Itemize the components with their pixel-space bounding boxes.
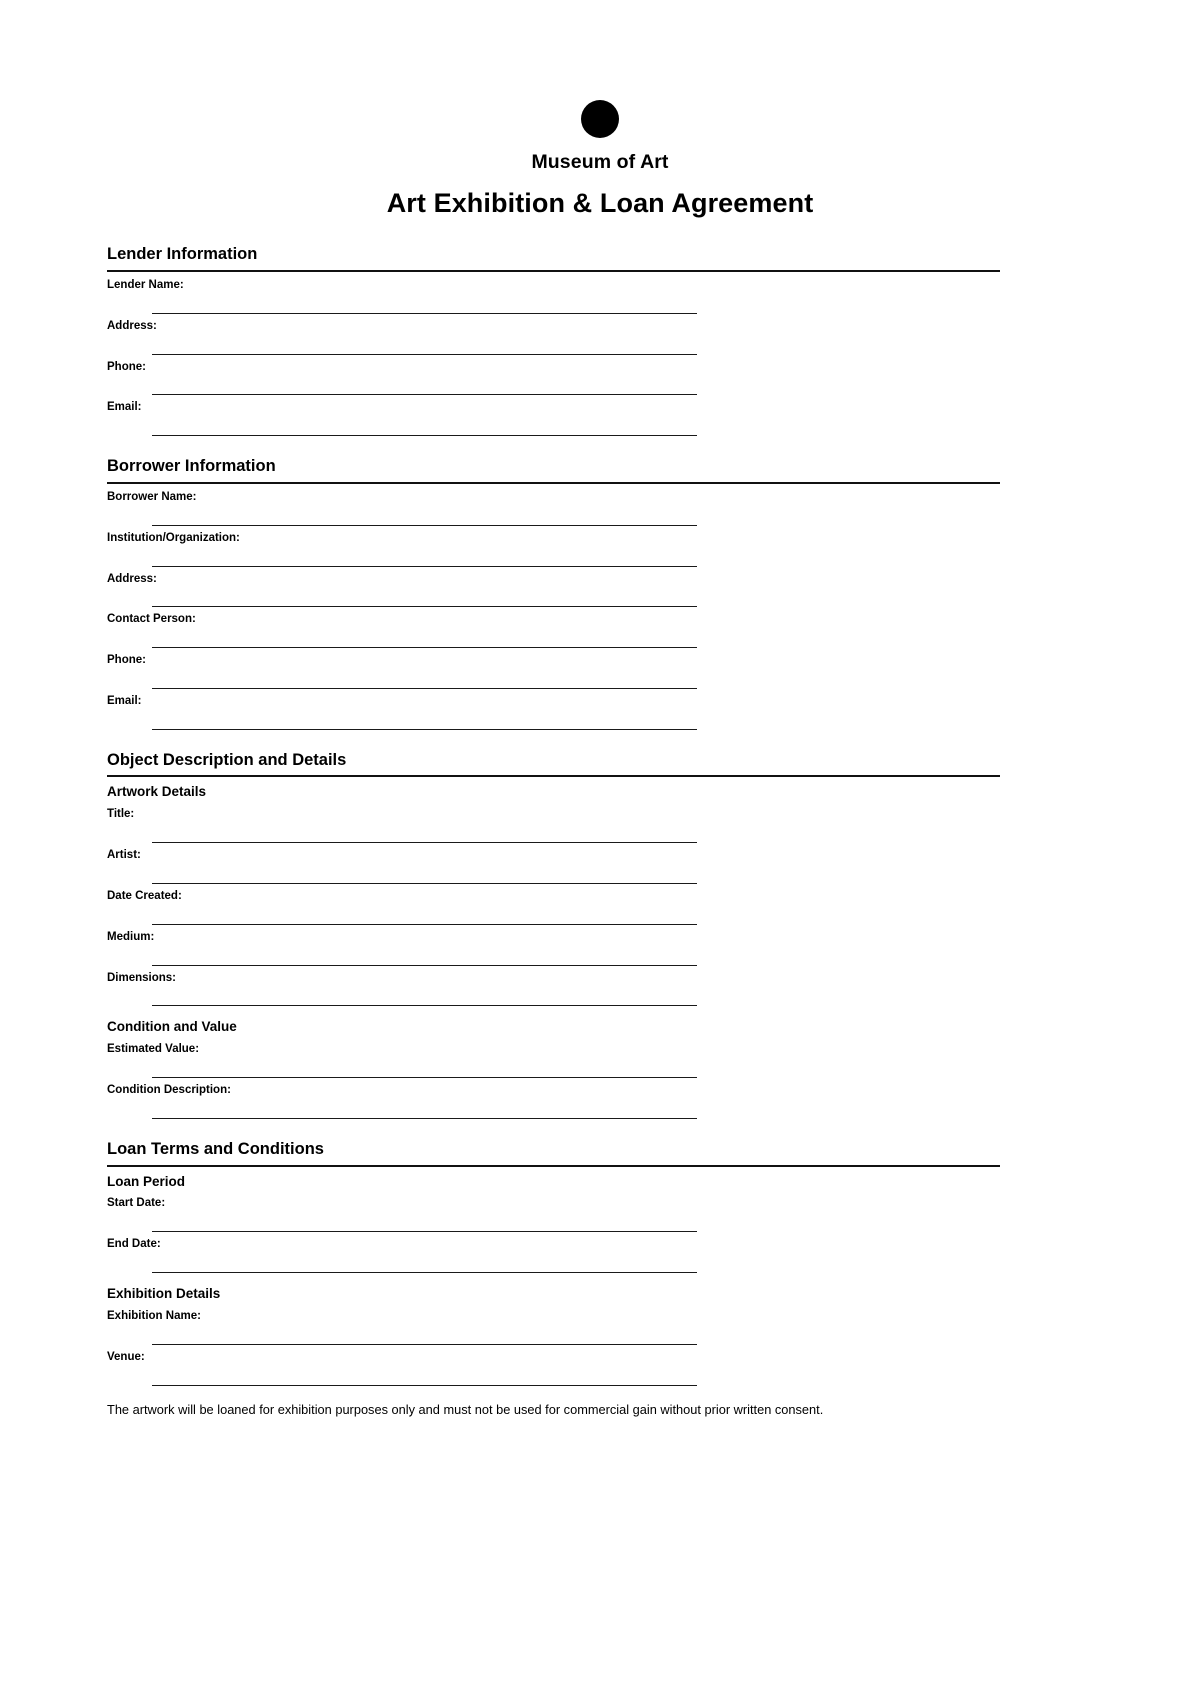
field-label: Condition Description: (107, 1084, 231, 1097)
section-content (107, 777, 1000, 1118)
field-input-line[interactable] (152, 1272, 697, 1273)
field-label: Email: (107, 401, 142, 414)
section-content (107, 484, 1000, 730)
document-title: Art Exhibition & Loan Agreement (386, 188, 814, 219)
subsection-heading: Artwork Details (107, 784, 207, 800)
form-field (107, 491, 1000, 526)
form-field (107, 607, 1000, 648)
section-heading: Lender Information (107, 245, 1000, 272)
form-field (107, 1191, 1000, 1232)
form-subsection (107, 279, 1000, 436)
form-subsection (107, 1174, 1000, 1273)
form-field (107, 567, 1000, 608)
field-label: Phone: (107, 654, 146, 667)
form-field (107, 355, 1000, 396)
form-field (107, 1345, 1000, 1386)
form-field (107, 395, 1000, 436)
form-field (107, 925, 1000, 966)
form-subsection (107, 1019, 1000, 1118)
field-label: Title: (107, 808, 135, 821)
form-subsection (107, 1286, 1000, 1385)
field-label: Exhibition Name: (107, 1309, 201, 1322)
field-label: Estimated Value: (107, 1043, 200, 1056)
field-label: Contact Person: (107, 613, 196, 626)
form-field (107, 314, 1000, 355)
field-label: Dimensions: (107, 971, 177, 984)
form-field (107, 279, 1000, 314)
footer-note: The artwork will be loaned for exhibition purposes only and must not be used for commercial gain without prior written consent. (107, 1401, 824, 1417)
field-input-line[interactable] (152, 1005, 697, 1006)
circle-logo-icon (581, 100, 619, 138)
field-label: Date Created: (107, 889, 182, 902)
field-label: Address: (107, 572, 157, 585)
field-input-line[interactable] (152, 729, 697, 730)
form-field (107, 1078, 1000, 1119)
form-field (107, 689, 1000, 730)
field-label: Institution/Organization: (107, 531, 240, 544)
form-field (107, 1232, 1000, 1273)
form-section (107, 245, 1000, 436)
field-label: Lender Name: (107, 278, 184, 291)
subsection-heading: Condition and Value (107, 1019, 237, 1035)
field-label: Start Date: (107, 1197, 166, 1210)
form-field (107, 648, 1000, 689)
field-label: Phone: (107, 360, 146, 373)
form-field (107, 802, 1000, 843)
field-label: Address: (107, 319, 157, 332)
field-label: Borrower Name: (107, 490, 197, 503)
form-field (107, 966, 1000, 1007)
section-heading: Loan Terms and Conditions (107, 1140, 1000, 1167)
field-label: Artist: (107, 849, 141, 862)
subsection-heading: Exhibition Details (107, 1286, 221, 1302)
form-field (107, 1304, 1000, 1345)
section-heading: Borrower Information (107, 457, 1000, 484)
field-input-line[interactable] (152, 1118, 697, 1119)
subsection-heading: Loan Period (107, 1173, 186, 1189)
field-input-line[interactable] (152, 435, 697, 436)
document-header (0, 0, 1200, 219)
form-field (107, 884, 1000, 925)
field-label: End Date: (107, 1238, 161, 1251)
document-body (0, 245, 1200, 1418)
form-field (107, 843, 1000, 884)
form-section (107, 1140, 1000, 1386)
section-content (107, 272, 1000, 436)
field-label: Medium: (107, 930, 155, 943)
organization-name: Museum of Art (531, 151, 669, 173)
form-section (107, 751, 1000, 1119)
form-subsection (107, 491, 1000, 730)
section-heading: Object Description and Details (107, 751, 1000, 778)
field-label: Email: (107, 694, 142, 707)
form-section (107, 457, 1000, 730)
form-field (107, 526, 1000, 567)
field-label: Venue: (107, 1350, 145, 1363)
sections-container (107, 245, 1000, 1385)
form-field (107, 1037, 1000, 1078)
section-content (107, 1167, 1000, 1386)
form-subsection (107, 784, 1000, 1006)
